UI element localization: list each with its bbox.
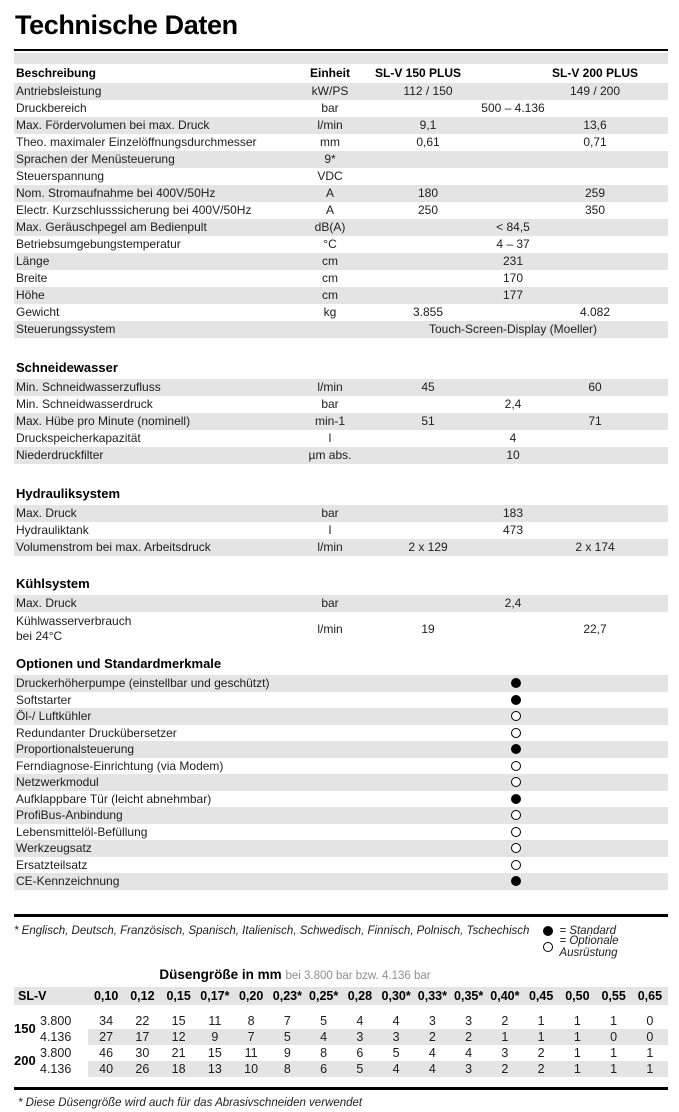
- spec-value-200: 350: [584, 203, 606, 217]
- spec-unit: l/min: [317, 621, 343, 636]
- spec-value-200: 60: [588, 380, 602, 394]
- legend-optional-dot-icon: [543, 942, 553, 952]
- nozzle-value-cell: 18: [161, 1061, 197, 1077]
- nozzle-size-header: 0,35*: [454, 988, 484, 1003]
- option-status-cell: [504, 761, 528, 771]
- spec-label: Max. Geräuschpegel am Bedienpult: [16, 220, 207, 234]
- spec-value-span: 4 – 37: [496, 237, 530, 251]
- option-label: Ferndiagnose-Einrichtung (via Modem): [16, 758, 224, 773]
- spec-unit: µm abs.: [308, 448, 352, 462]
- nozzle-value-cell: 10: [233, 1061, 269, 1077]
- nozzle-size-header: 0,15: [166, 988, 191, 1003]
- legend-optional-row: [543, 934, 668, 959]
- option-row: [14, 824, 668, 841]
- nozzle-value-cell: 2: [501, 1013, 509, 1028]
- nozzle-value-cell: 4: [306, 1029, 342, 1045]
- spec-sections: [14, 360, 668, 646]
- spec-row: [14, 219, 668, 236]
- nozzle-size-header: 0,10: [93, 988, 119, 1003]
- legend: [529, 923, 668, 959]
- spec-value-200: 22,7: [583, 621, 607, 636]
- option-status-cell: [504, 711, 528, 721]
- nozzle-value-cell: 21: [171, 1045, 186, 1060]
- spec-unit: bar: [321, 596, 339, 610]
- col-header-einheit: Einheit: [309, 66, 350, 80]
- nozzle-title-bold: Düsengröße in mm: [159, 966, 282, 982]
- option-label: ProfiBus-Anbindung: [16, 808, 123, 823]
- section-title: Kühlsystem: [16, 576, 90, 591]
- spec-row: [14, 612, 668, 646]
- spec-row: [14, 321, 668, 338]
- nozzle-model-label: 150: [14, 1021, 36, 1036]
- nozzle-value-cell: 5: [269, 1029, 305, 1045]
- spec-value-span: 2,4: [504, 596, 522, 610]
- spec-unit: cm: [322, 288, 338, 302]
- nozzle-size-header: 0,12: [130, 988, 155, 1003]
- option-status-cell: [504, 810, 528, 820]
- option-label: Werkzeugsatz: [16, 841, 92, 856]
- spec-value-150: 112 / 150: [403, 84, 453, 98]
- spec-row: [14, 379, 668, 396]
- nozzle-table-body: [14, 1013, 668, 1077]
- spec-unit: cm: [322, 254, 338, 268]
- nozzle-value-cell: 8: [247, 1013, 255, 1028]
- option-row: [14, 675, 668, 692]
- nozzle-value-cell: 3: [465, 1013, 473, 1028]
- spec-value-span: 177: [502, 288, 524, 302]
- nozzle-value-cell: 4: [356, 1013, 364, 1028]
- spec-label: Breite: [16, 271, 48, 285]
- nozzle-value-cell: 11: [208, 1013, 222, 1028]
- spec-label-line1: Kühlwasserverbrauch: [16, 614, 132, 628]
- spec-row: [14, 522, 668, 539]
- spec-row: [14, 236, 668, 253]
- nozzle-value-cell: 11: [244, 1045, 258, 1060]
- nozzle-value-cell: 5: [320, 1013, 328, 1028]
- spec-label: Druckspeicherkapazität: [16, 431, 141, 445]
- option-label: Ersatzteilsatz: [16, 857, 88, 872]
- nozzle-value-cell: 3: [428, 1013, 436, 1028]
- nozzle-value-cell: 40: [88, 1061, 124, 1077]
- optional-dot-icon: [511, 777, 521, 787]
- optional-dot-icon: [511, 711, 521, 721]
- spec-row: [14, 134, 668, 151]
- spec-value-span: 473: [502, 523, 524, 537]
- spec-unit: 9*: [324, 152, 336, 166]
- nozzle-value-cell: 15: [207, 1045, 222, 1060]
- spec-row: [14, 100, 668, 117]
- nozzle-value-cell: 13: [197, 1061, 233, 1077]
- option-row: [14, 741, 668, 758]
- spec-label: Steuerspannung: [16, 169, 105, 183]
- standard-dot-icon: [511, 744, 521, 754]
- nozzle-size-header: 0,45: [528, 988, 554, 1003]
- spec-unit: dB(A): [314, 220, 346, 234]
- nozzle-size-header: 0,55: [601, 988, 626, 1003]
- option-label: CE-Kennzeichnung: [16, 874, 120, 889]
- spec-row: [14, 505, 668, 522]
- page-title: Technische Daten: [15, 10, 238, 40]
- legend-optional-label: = Optionale Ausrüstung: [559, 934, 619, 959]
- nozzle-size-header: 0,40*: [490, 988, 520, 1003]
- nozzle-value-cell: 9: [197, 1029, 233, 1045]
- spec-value-200: 259: [584, 186, 606, 200]
- col-header-beschreibung: Beschreibung: [16, 66, 97, 80]
- spec-value-200: 71: [588, 414, 602, 428]
- spec-value-150: 2 x 129: [408, 540, 448, 554]
- spec-label: Hydrauliktank: [16, 523, 89, 537]
- spec-value-span: 500 – 4.136: [481, 101, 545, 115]
- spec-value-150: 51: [421, 414, 435, 428]
- spec-unit: °C: [323, 237, 337, 251]
- options-section-title: Optionen und Standardmerkmale: [16, 656, 222, 671]
- nozzle-pressure-label: 3.800: [40, 1045, 72, 1060]
- nozzle-value-cell: 0: [646, 1013, 654, 1028]
- nozzle-value-cell: 4: [392, 1013, 400, 1028]
- spec-section: [14, 576, 668, 646]
- col-header-slv200: SL-V 200 PLUS: [551, 66, 639, 80]
- nozzle-value-cell: 7: [283, 1013, 291, 1028]
- optional-dot-icon: [511, 860, 521, 870]
- nozzle-value-cell: 6: [356, 1045, 364, 1060]
- spec-label: Steuerungssystem: [16, 322, 116, 336]
- spec-value-150: 0,61: [416, 135, 440, 149]
- languages-footnote: * Englisch, Deutsch, Französisch, Spanisch, Italienisch, Schwedisch, Finnisch, Polnisch, Tschechisch: [14, 924, 530, 937]
- spec-value-150: 250: [417, 203, 439, 217]
- nozzle-value-cell: 3: [378, 1029, 414, 1045]
- spec-value-150: 45: [421, 380, 435, 394]
- col-header-slv150: SL-V 150 PLUS: [374, 66, 462, 80]
- nozzle-value-cell: 3: [342, 1029, 378, 1045]
- spec-unit: bar: [321, 506, 339, 520]
- spec-unit: A: [325, 203, 334, 217]
- spec-unit: l: [328, 523, 332, 537]
- spec-row: [14, 202, 668, 219]
- option-label: Proportionalsteuerung: [16, 742, 135, 757]
- standard-dot-icon: [511, 876, 521, 886]
- nozzle-pressure-label: 3.800: [40, 1013, 72, 1028]
- option-label: Netzwerkmodul: [16, 775, 99, 790]
- option-label: Öl-/ Luftkühler: [16, 709, 92, 724]
- nozzle-value-cell: 1: [573, 1045, 581, 1060]
- spec-value-200: 4.082: [579, 305, 611, 319]
- spec-label: Betriebsumgebungstemperatur: [16, 237, 181, 251]
- nozzle-value-cell: 15: [171, 1013, 186, 1028]
- nozzle-value-cell: 12: [161, 1029, 197, 1045]
- nozzle-size-header: 0,28: [347, 988, 373, 1003]
- standard-dot-icon: [511, 794, 521, 804]
- spec-label: [14, 614, 302, 644]
- option-status-cell: [504, 777, 528, 787]
- optional-dot-icon: [511, 827, 521, 837]
- nozzle-value-cell: 7: [233, 1029, 269, 1045]
- spec-unit: l/min: [317, 540, 343, 554]
- spec-value-span: 4: [509, 431, 517, 445]
- options-section: [14, 656, 668, 890]
- spec-label: Niederdruckfilter: [16, 448, 104, 462]
- nozzle-value-cell: 1: [487, 1029, 523, 1045]
- option-row: [14, 774, 668, 791]
- spec-row: [14, 168, 668, 185]
- spec-label-line2: bei 24°C: [16, 629, 63, 643]
- nozzle-value-cell: 4: [414, 1061, 450, 1077]
- nozzle-value-cell: 22: [135, 1013, 150, 1028]
- nozzle-size-header: 0,25*: [309, 988, 339, 1003]
- nozzle-title-subtitle: bei 3.800 bar bzw. 4.136 bar: [285, 969, 431, 982]
- spec-value-200: 0,71: [583, 135, 607, 149]
- nozzle-footnote: * Diese Düsengröße wird auch für das Abrasivschneiden verwendet: [18, 1096, 363, 1109]
- section-title: Hydrauliksystem: [16, 486, 121, 501]
- nozzle-size-header: 0,65: [637, 988, 663, 1003]
- spec-label: Höhe: [16, 288, 45, 302]
- option-row: [14, 758, 668, 775]
- spec-row: [14, 185, 668, 202]
- spec-row: [14, 270, 668, 287]
- option-row: [14, 873, 668, 890]
- spec-unit: l: [328, 431, 332, 445]
- spec-label: Max. Hübe pro Minute (nominell): [16, 414, 191, 428]
- nozzle-value-cell: 2: [414, 1029, 450, 1045]
- nozzle-value-cell: 1: [559, 1061, 595, 1077]
- nozzle-model-label: 200: [14, 1053, 36, 1068]
- nozzle-value-cell: 1: [610, 1013, 618, 1028]
- legend-standard-dot-icon: [543, 926, 553, 936]
- spec-unit: VDC: [317, 169, 343, 183]
- option-status-cell: [504, 678, 528, 688]
- spec-value-150: 9,1: [419, 118, 437, 132]
- nozzle-value-cell: 5: [342, 1061, 378, 1077]
- spec-value-150: 3.855: [412, 305, 444, 319]
- nozzle-table-title: [14, 967, 668, 982]
- spec-value-span: Touch-Screen-Display (Moeller): [428, 322, 598, 336]
- option-row: [14, 725, 668, 742]
- legend-standard-label: = Standard: [559, 924, 616, 937]
- optional-dot-icon: [511, 843, 521, 853]
- spec-label: Min. Schneidwasserdruck: [16, 397, 153, 411]
- spec-unit: bar: [321, 101, 339, 115]
- nozzle-table-header: [14, 987, 668, 1005]
- options-list: [14, 675, 668, 890]
- spec-row: [14, 287, 668, 304]
- option-status-cell: [504, 876, 528, 886]
- spec-row: [14, 151, 668, 168]
- option-row: [14, 791, 668, 808]
- nozzle-pressure-label: 4.136: [40, 1029, 72, 1044]
- nozzle-size-header: 0,23*: [272, 988, 302, 1003]
- nozzle-value-cell: 26: [124, 1061, 160, 1077]
- spec-label: Druckbereich: [16, 101, 87, 115]
- spec-label: Theo. maximaler Einzelöffnungsdurchmesser: [16, 135, 257, 149]
- option-row: [14, 840, 668, 857]
- nozzle-size-header: 0,30*: [381, 988, 411, 1003]
- nozzle-value-cell: 27: [88, 1029, 124, 1045]
- spec-label: Max. Druck: [16, 596, 77, 610]
- standard-dot-icon: [511, 678, 521, 688]
- option-row: [14, 807, 668, 824]
- nozzle-value-cell: 1: [523, 1029, 559, 1045]
- spec-row: [14, 253, 668, 270]
- spec-label: Sprachen der Menüsteuerung: [16, 152, 175, 166]
- spec-unit: cm: [322, 271, 338, 285]
- optional-dot-icon: [511, 728, 521, 738]
- nozzle-value-cell: 1: [537, 1013, 545, 1028]
- nozzle-value-cell: 2: [487, 1061, 523, 1077]
- spec-row: [14, 304, 668, 321]
- spec-label: Max. Fördervolumen bei max. Druck: [16, 118, 210, 132]
- standard-dot-icon: [511, 695, 521, 705]
- spec-row: [14, 396, 668, 413]
- nozzle-value-cell: 2: [523, 1061, 559, 1077]
- spec-value-span: 10: [506, 448, 520, 462]
- spec-value-200: 2 x 174: [575, 540, 615, 554]
- option-label: Druckerhöherpumpe (einstellbar und geschützt): [16, 676, 270, 691]
- nozzle-size-header: 0,33*: [417, 988, 447, 1003]
- spec-unit: mm: [320, 135, 340, 149]
- nozzle-size-header: 0,17*: [200, 988, 230, 1003]
- nozzle-value-cell: 9: [283, 1045, 291, 1060]
- spec-row: [14, 447, 668, 464]
- nozzle-size-header: 0,50: [565, 988, 590, 1003]
- spec-label: Min. Schneidwasserzufluss: [16, 380, 161, 394]
- optional-dot-icon: [511, 761, 521, 771]
- spec-value-span: 183: [502, 506, 524, 520]
- footnote-rule: [14, 914, 668, 917]
- spec-row: [14, 117, 668, 134]
- title-rule: [14, 49, 668, 51]
- nozzle-bottom-rule: [14, 1087, 668, 1090]
- option-status-cell: [504, 843, 528, 853]
- option-status-cell: [504, 728, 528, 738]
- spec-label: Gewicht: [16, 305, 60, 319]
- nozzle-value-cell: 1: [573, 1013, 581, 1028]
- spec-value-span: 231: [502, 254, 524, 268]
- nozzle-value-cell: 2: [451, 1029, 487, 1045]
- spec-unit: l/min: [317, 380, 343, 394]
- option-status-cell: [504, 827, 528, 837]
- spec-unit: bar: [321, 397, 339, 411]
- nozzle-value-cell: 6: [306, 1061, 342, 1077]
- spec-unit: kg: [323, 305, 337, 319]
- nozzle-size-header: 0,20: [238, 988, 264, 1003]
- nozzle-value-cell: 5: [392, 1045, 400, 1060]
- spec-unit: kW/PS: [311, 84, 349, 98]
- header-band: [14, 53, 668, 64]
- spec-section: [14, 360, 668, 464]
- spec-unit: l/min: [317, 118, 343, 132]
- spec-unit: A: [325, 186, 334, 200]
- nozzle-value-cell: 0: [596, 1029, 632, 1045]
- option-row: [14, 692, 668, 709]
- spec-value-150: 19: [421, 621, 435, 636]
- nozzle-value-cell: 3: [451, 1061, 487, 1077]
- option-row: [14, 708, 668, 725]
- spec-label: Electr. Kurzschlusssicherung bei 400V/50Hz: [16, 203, 252, 217]
- spec-label: Volumenstrom bei max. Arbeitsdruck: [16, 540, 211, 554]
- spec-label: Nom. Stromaufnahme bei 400V/50Hz: [16, 186, 216, 200]
- option-label: Aufklappbare Tür (leicht abnehmbar): [16, 791, 212, 806]
- nozzle-value-cell: 8: [320, 1045, 328, 1060]
- nozzle-value-cell: 1: [632, 1061, 668, 1077]
- option-status-cell: [504, 695, 528, 705]
- nozzle-value-cell: 0: [632, 1029, 668, 1045]
- spec-section: [14, 486, 668, 556]
- nozzle-value-cell: 30: [135, 1045, 150, 1060]
- option-label: Lebensmittelöl-Befüllung: [16, 824, 148, 839]
- spec-value-200: 13,6: [583, 118, 607, 132]
- nozzle-value-cell: 34: [99, 1013, 114, 1028]
- option-status-cell: [504, 794, 528, 804]
- spec-row: [14, 430, 668, 447]
- spec-label: Max. Druck: [16, 506, 77, 520]
- option-label: Softstarter: [16, 692, 72, 707]
- nozzle-value-cell: 17: [124, 1029, 160, 1045]
- nozzle-corner-label: SL-V: [18, 988, 47, 1003]
- spec-value-200: 149 / 200: [569, 84, 621, 98]
- spec-value-span: 170: [502, 271, 524, 285]
- spec-value-span: < 84,5: [496, 220, 530, 234]
- nozzle-value-cell: 4: [378, 1061, 414, 1077]
- nozzle-value-cell: 2: [537, 1045, 545, 1060]
- nozzle-value-cell: 8: [269, 1061, 305, 1077]
- nozzle-value-cell: 4: [465, 1045, 473, 1060]
- spec-value-span: 2,4: [504, 397, 522, 411]
- spec-value-150: 180: [417, 186, 439, 200]
- spec-row: [14, 539, 668, 556]
- option-status-cell: [504, 860, 528, 870]
- main-table-header: [14, 64, 668, 83]
- spec-row: [14, 83, 668, 100]
- spec-row: [14, 413, 668, 430]
- main-spec-table: [14, 83, 668, 338]
- nozzle-value-cell: 4: [428, 1045, 436, 1060]
- nozzle-value-cell: 1: [646, 1045, 654, 1060]
- option-label: Redundanter Druckübersetzer: [16, 725, 177, 740]
- nozzle-value-cell: 46: [99, 1045, 114, 1060]
- option-status-cell: [504, 744, 528, 754]
- option-row: [14, 857, 668, 874]
- spec-label: Länge: [16, 254, 50, 268]
- nozzle-value-cell: 1: [559, 1029, 595, 1045]
- nozzle-value-cell: 3: [501, 1045, 509, 1060]
- spec-label: Antriebsleistung: [16, 84, 102, 98]
- section-title: Schneidewasser: [16, 360, 118, 375]
- footnote-area: [14, 923, 668, 959]
- nozzle-value-cell: 1: [610, 1045, 618, 1060]
- spec-row: [14, 595, 668, 612]
- spec-unit: min-1: [314, 414, 345, 428]
- nozzle-value-cell: 1: [596, 1061, 632, 1077]
- nozzle-pressure-label: 4.136: [40, 1061, 72, 1076]
- optional-dot-icon: [511, 810, 521, 820]
